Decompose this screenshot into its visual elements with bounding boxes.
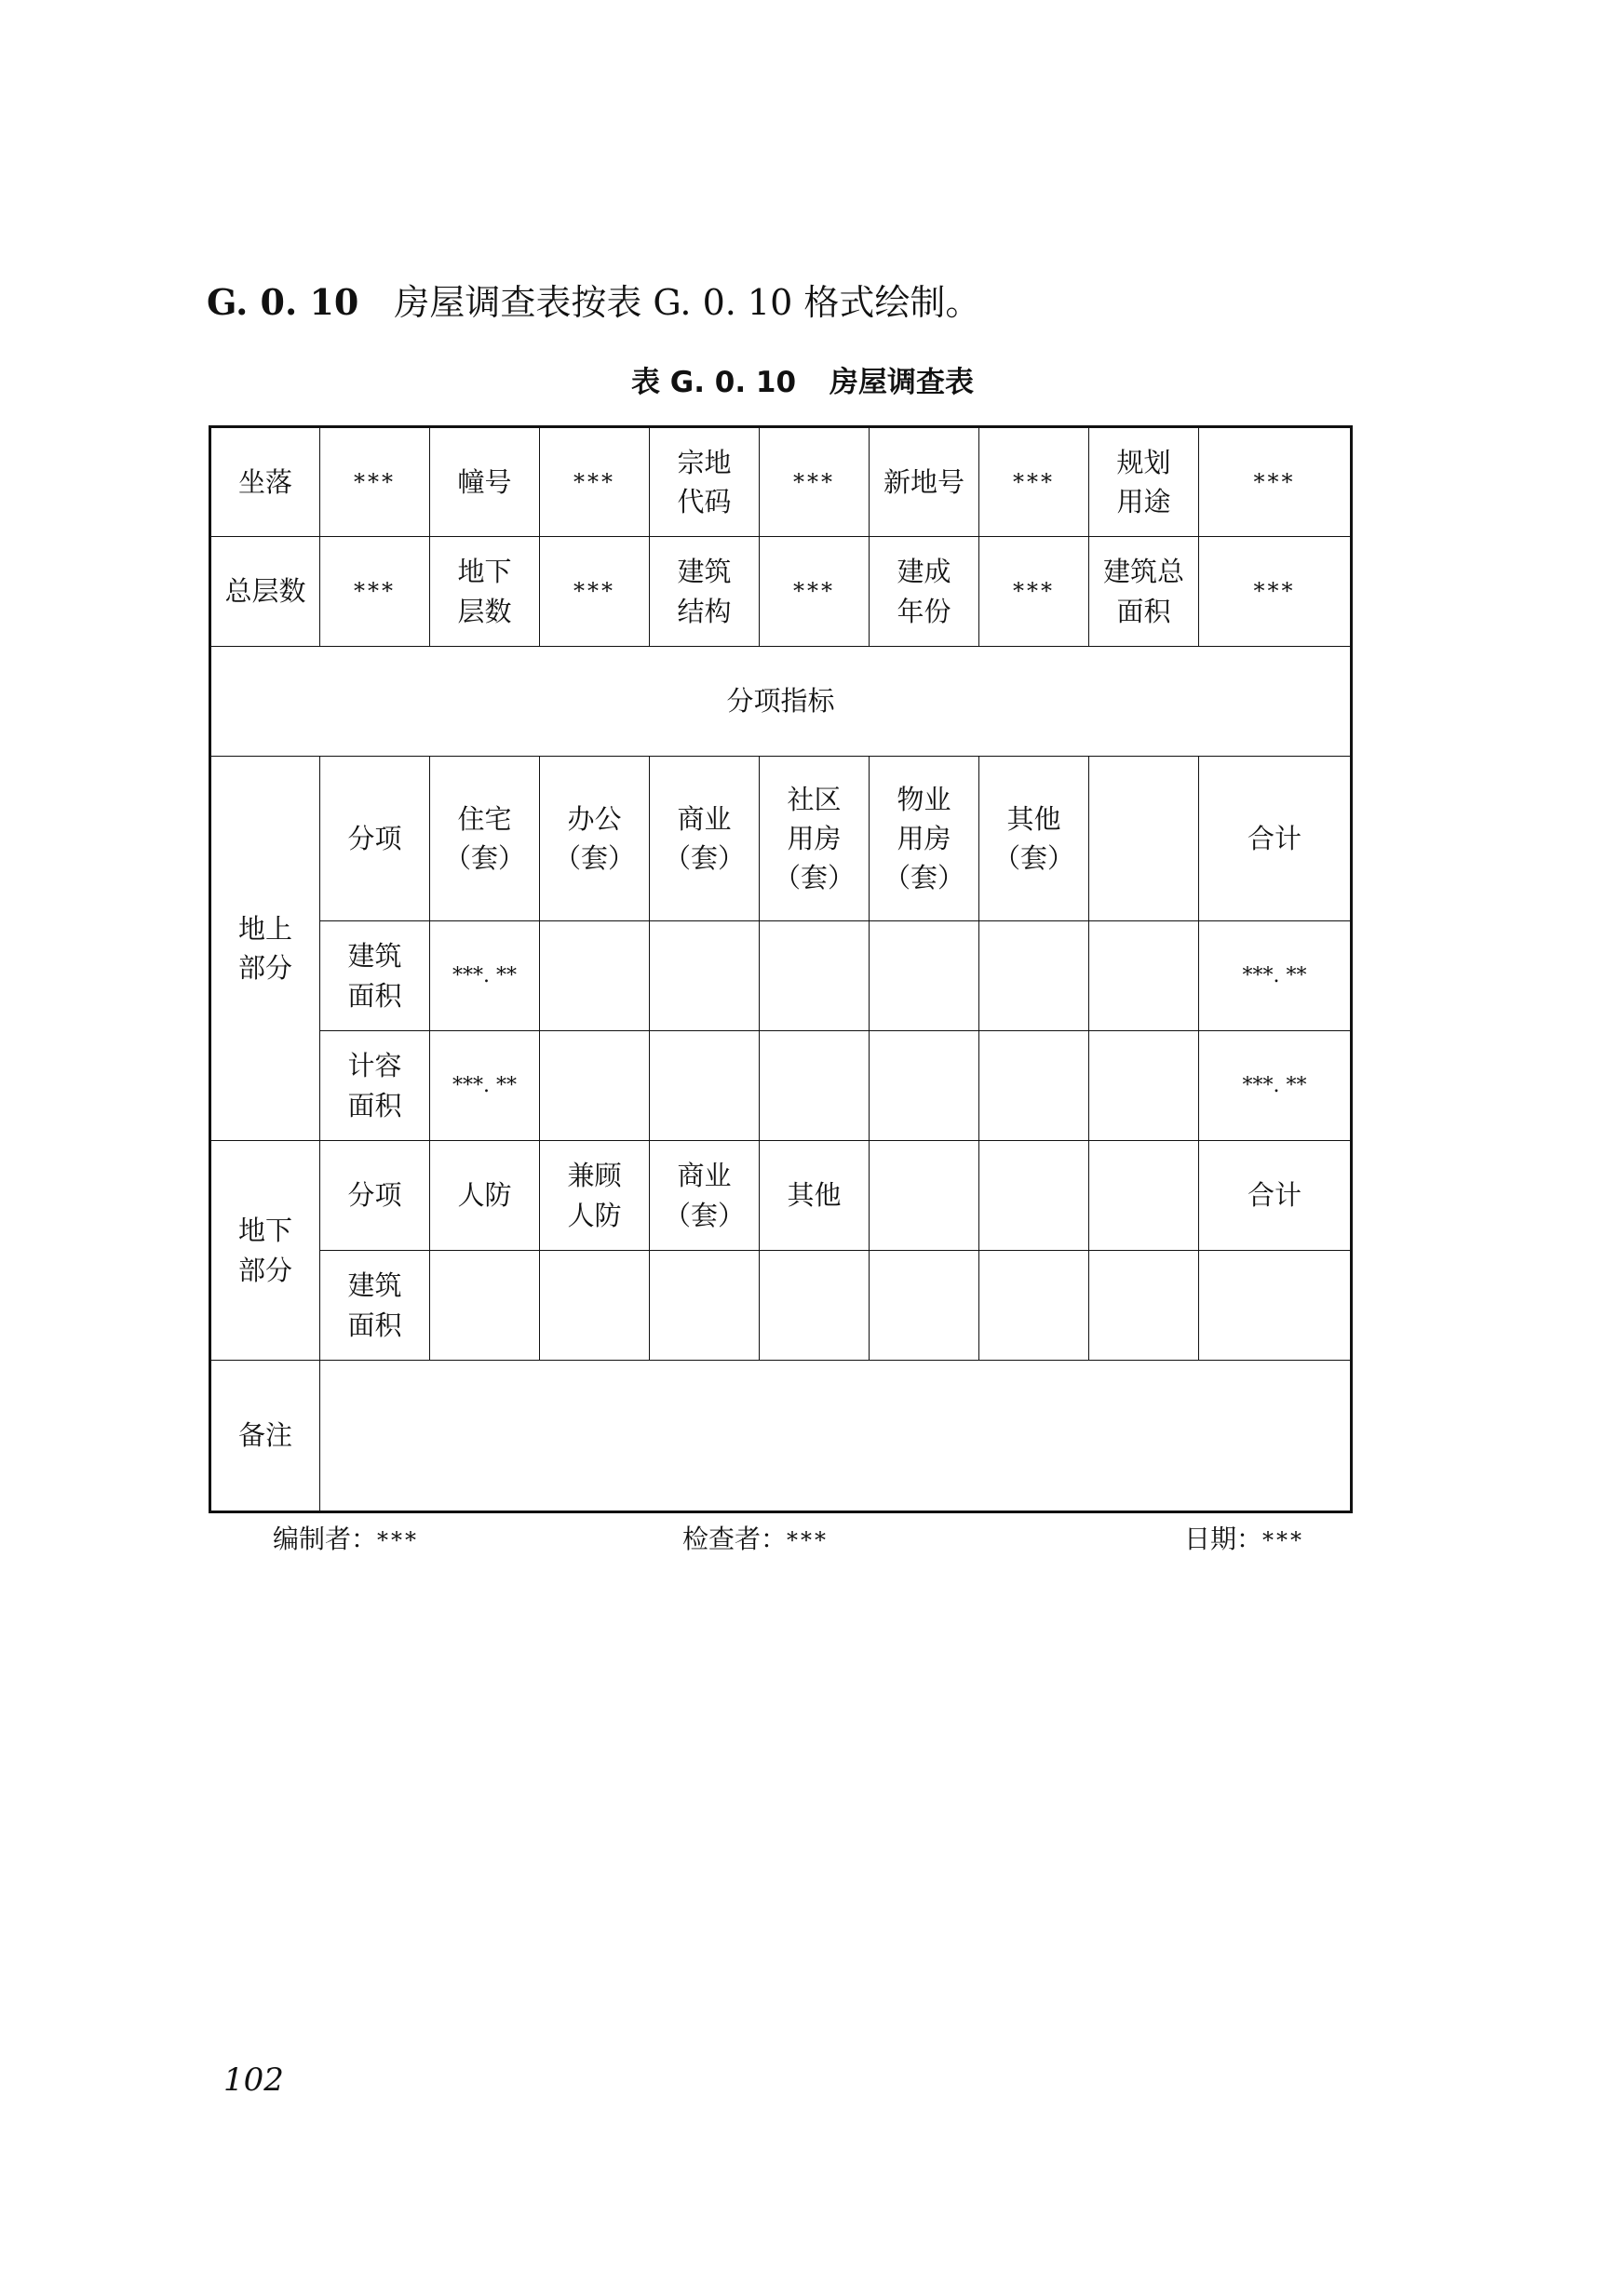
built-year-value: *** <box>979 537 1089 647</box>
total-header: 合计 <box>1199 757 1352 921</box>
compiler-field <box>273 1526 419 1552</box>
underground-floor-area-label: 建筑 面积 <box>320 1251 430 1361</box>
clause-number: G. 0. 10 <box>207 281 359 323</box>
empty-cell <box>870 1031 979 1141</box>
floor-area-label: 建筑 面积 <box>320 921 430 1031</box>
table-row <box>210 757 1352 921</box>
commercial-header: 商业 （套） <box>650 1141 760 1251</box>
parcel-code-value: *** <box>760 427 870 537</box>
planned-use-value: *** <box>1199 427 1352 537</box>
empty-cell <box>650 1031 760 1141</box>
empty-cell <box>870 921 979 1031</box>
table-row <box>210 1031 1352 1141</box>
empty-cell <box>540 1251 650 1361</box>
compiler-label: 编制者： <box>273 1524 378 1554</box>
empty-cell <box>650 1251 760 1361</box>
empty-cell <box>760 1251 870 1361</box>
structure-value: *** <box>760 537 870 647</box>
new-lot-no-label: 新地号 <box>870 427 979 537</box>
date-value: *** <box>1262 1527 1305 1553</box>
empty-cell <box>650 921 760 1031</box>
clause-heading <box>207 281 981 323</box>
item-label: 分项 <box>320 1141 430 1251</box>
remarks-label: 备注 <box>210 1361 320 1512</box>
empty-cell <box>760 1031 870 1141</box>
planned-use-label: 规划 用途 <box>1089 427 1199 537</box>
empty-cell <box>1089 1141 1199 1251</box>
above-ground-label: 地上 部分 <box>210 757 320 1141</box>
empty-cell <box>540 1031 650 1141</box>
residential-header: 住宅 （套） <box>430 757 540 921</box>
table-row <box>210 647 1352 757</box>
other-header: 其他 （套） <box>979 757 1089 921</box>
checker-label: 检查者： <box>682 1524 788 1554</box>
far-area-label: 计容 面积 <box>320 1031 430 1141</box>
civil-defense-header: 人防 <box>430 1141 540 1251</box>
total-header: 合计 <box>1199 1141 1352 1251</box>
empty-cell <box>430 1251 540 1361</box>
basement-floors-value: *** <box>540 537 650 647</box>
remarks-value <box>320 1361 1352 1512</box>
location-label: 坐落 <box>210 427 320 537</box>
office-header: 办公 （套） <box>540 757 650 921</box>
item-label: 分项 <box>320 757 430 921</box>
floor-area-residential-value: ***. ** <box>430 921 540 1031</box>
table-row <box>210 427 1352 537</box>
structure-label: 建筑 结构 <box>650 537 760 647</box>
commercial-header: 商业 （套） <box>650 757 760 921</box>
parcel-code-label: 宗地 代码 <box>650 427 760 537</box>
page-number: 102 <box>223 2061 284 2099</box>
far-area-total-value: ***. ** <box>1199 1031 1352 1141</box>
empty-cell <box>979 921 1089 1031</box>
checker-value: *** <box>787 1527 829 1553</box>
total-floors-value: *** <box>320 537 430 647</box>
basement-floors-label: 地下 层数 <box>430 537 540 647</box>
total-floor-area-label: 建筑总 面积 <box>1089 537 1199 647</box>
total-floors-label: 总层数 <box>210 537 320 647</box>
built-year-label: 建成 年份 <box>870 537 979 647</box>
building-no-value: *** <box>540 427 650 537</box>
empty-cell <box>1089 921 1199 1031</box>
date-label: 日期： <box>1184 1524 1263 1554</box>
date-field <box>1184 1526 1304 1552</box>
new-lot-no-value: *** <box>979 427 1089 537</box>
empty-cell <box>1089 1251 1199 1361</box>
clause-text: 房屋调查表按表 G. 0. 10 格式绘制。 <box>394 282 981 323</box>
table-row <box>210 1251 1352 1361</box>
underground-label: 地下 部分 <box>210 1141 320 1361</box>
table-row <box>210 1141 1352 1251</box>
table-caption-title: 房屋调查表 <box>829 366 975 399</box>
empty-cell <box>540 921 650 1031</box>
sub-indicators-heading: 分项指标 <box>210 647 1352 757</box>
total-floor-area-value: *** <box>1199 537 1352 647</box>
empty-cell <box>870 1251 979 1361</box>
property-mgmt-header: 物业 用房 （套） <box>870 757 979 921</box>
compiler-value: *** <box>377 1527 420 1553</box>
far-area-residential-value: ***. ** <box>430 1031 540 1141</box>
empty-cell <box>870 1141 979 1251</box>
checker-field <box>682 1526 829 1552</box>
table-caption <box>0 366 1605 399</box>
table-row <box>210 537 1352 647</box>
table-row <box>210 921 1352 1031</box>
empty-cell <box>1089 757 1199 921</box>
floor-area-total-value: ***. ** <box>1199 921 1352 1031</box>
other-header: 其他 <box>760 1141 870 1251</box>
empty-cell <box>1199 1251 1352 1361</box>
empty-cell <box>760 921 870 1031</box>
empty-cell <box>1089 1031 1199 1141</box>
building-no-label: 幢号 <box>430 427 540 537</box>
empty-cell <box>979 1141 1089 1251</box>
house-survey-table <box>209 425 1353 1513</box>
dual-use-civil-defense-header: 兼顾 人防 <box>540 1141 650 1251</box>
community-header: 社区 用房 （套） <box>760 757 870 921</box>
table-row <box>210 1361 1352 1512</box>
location-value: *** <box>320 427 430 537</box>
empty-cell <box>979 1251 1089 1361</box>
table-caption-number: 表 G. 0. 10 <box>630 366 797 399</box>
empty-cell <box>979 1031 1089 1141</box>
